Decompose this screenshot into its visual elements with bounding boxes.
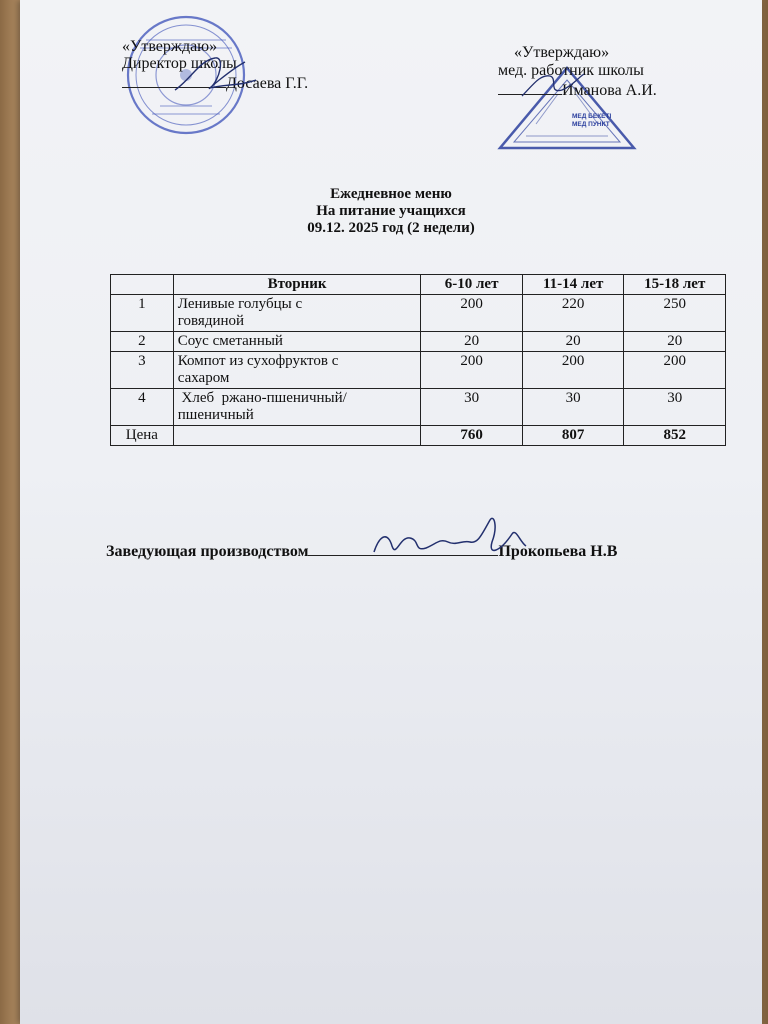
table-total-row bbox=[111, 426, 726, 446]
portion-15-18: 250 bbox=[624, 295, 726, 332]
production-head-signer: Прокопьева Н.В bbox=[498, 543, 618, 560]
approve-right-heading: «Утверждаю» bbox=[514, 44, 610, 61]
portion-11-14: 30 bbox=[522, 389, 624, 426]
dish-line-1 bbox=[178, 296, 417, 313]
table-row bbox=[111, 332, 726, 352]
dish-text-b: пшеничный bbox=[177, 407, 254, 423]
dish-text-a: Ленивые голубцы с bbox=[177, 296, 303, 312]
production-head-signature bbox=[370, 512, 530, 572]
production-head-line bbox=[106, 541, 617, 561]
production-head-label: Заведующая производством bbox=[106, 543, 309, 560]
stamp-text-1: МЕД БЕКЕТІ bbox=[572, 113, 612, 120]
dish-text-b: сахаром bbox=[177, 370, 230, 386]
menu-table bbox=[110, 274, 726, 446]
dish-name bbox=[173, 332, 421, 352]
header-cell-day: Вторник bbox=[173, 275, 421, 295]
total-11-14: 807 bbox=[522, 426, 624, 446]
header-cell-age-15-18: 15-18 лет bbox=[624, 275, 726, 295]
approve-right-role: мед. работник школы bbox=[498, 62, 644, 79]
dish-text-b: говядиной bbox=[177, 313, 245, 329]
row-number: 2 bbox=[111, 332, 174, 352]
row-number: 4 bbox=[111, 389, 174, 426]
table-row bbox=[111, 389, 726, 426]
header-cell-num bbox=[111, 275, 174, 295]
table-row bbox=[111, 352, 726, 389]
medic-signature bbox=[518, 66, 588, 102]
director-signature bbox=[170, 50, 260, 100]
stamp-text-2: МЕД ПУНКТ bbox=[572, 121, 610, 128]
approve-left-role: Директор школы bbox=[122, 55, 237, 72]
portion-6-10: 200 bbox=[421, 295, 523, 332]
title-line-1: Ежедневное меню bbox=[330, 186, 452, 202]
dish-text-a: Хлеб ржано-пшеничный/ bbox=[177, 390, 347, 406]
portion-15-18: 200 bbox=[624, 352, 726, 389]
row-number: 3 bbox=[111, 352, 174, 389]
portion-15-18: 30 bbox=[624, 389, 726, 426]
table-header-row bbox=[111, 275, 726, 295]
dish-text-a: Компот из сухофруктов с bbox=[177, 353, 339, 369]
page-title bbox=[20, 186, 762, 237]
total-empty bbox=[173, 426, 421, 446]
dish-text-a: Соус сметанный bbox=[177, 333, 283, 349]
portion-11-14: 200 bbox=[522, 352, 624, 389]
portion-6-10: 200 bbox=[421, 352, 523, 389]
dish-name bbox=[173, 352, 421, 389]
portion-11-14: 20 bbox=[522, 332, 624, 352]
portion-11-14: 220 bbox=[522, 295, 624, 332]
portion-15-18: 20 bbox=[624, 332, 726, 352]
approve-right-signer: Иманова А.И. bbox=[562, 82, 657, 99]
portion-6-10: 30 bbox=[421, 389, 523, 426]
approve-left-heading: «Утверждаю» bbox=[122, 38, 218, 55]
approve-left-signer: Досаева Г.Г. bbox=[226, 75, 309, 92]
dish-name bbox=[173, 295, 421, 332]
header-cell-age-11-14: 11-14 лет bbox=[522, 275, 624, 295]
title-line-2: На питание учащихся bbox=[316, 203, 466, 219]
row-number: 1 bbox=[111, 295, 174, 332]
total-6-10: 760 bbox=[421, 426, 523, 446]
table-row bbox=[111, 295, 726, 332]
header-cell-age-6-10: 6-10 лет bbox=[421, 275, 523, 295]
title-line-3: 09.12. 2025 год (2 недели) bbox=[307, 220, 475, 236]
portion-6-10: 20 bbox=[421, 332, 523, 352]
document-page bbox=[20, 0, 762, 1024]
total-label: Цена bbox=[111, 426, 174, 446]
dish-name bbox=[173, 389, 421, 426]
total-15-18: 852 bbox=[624, 426, 726, 446]
